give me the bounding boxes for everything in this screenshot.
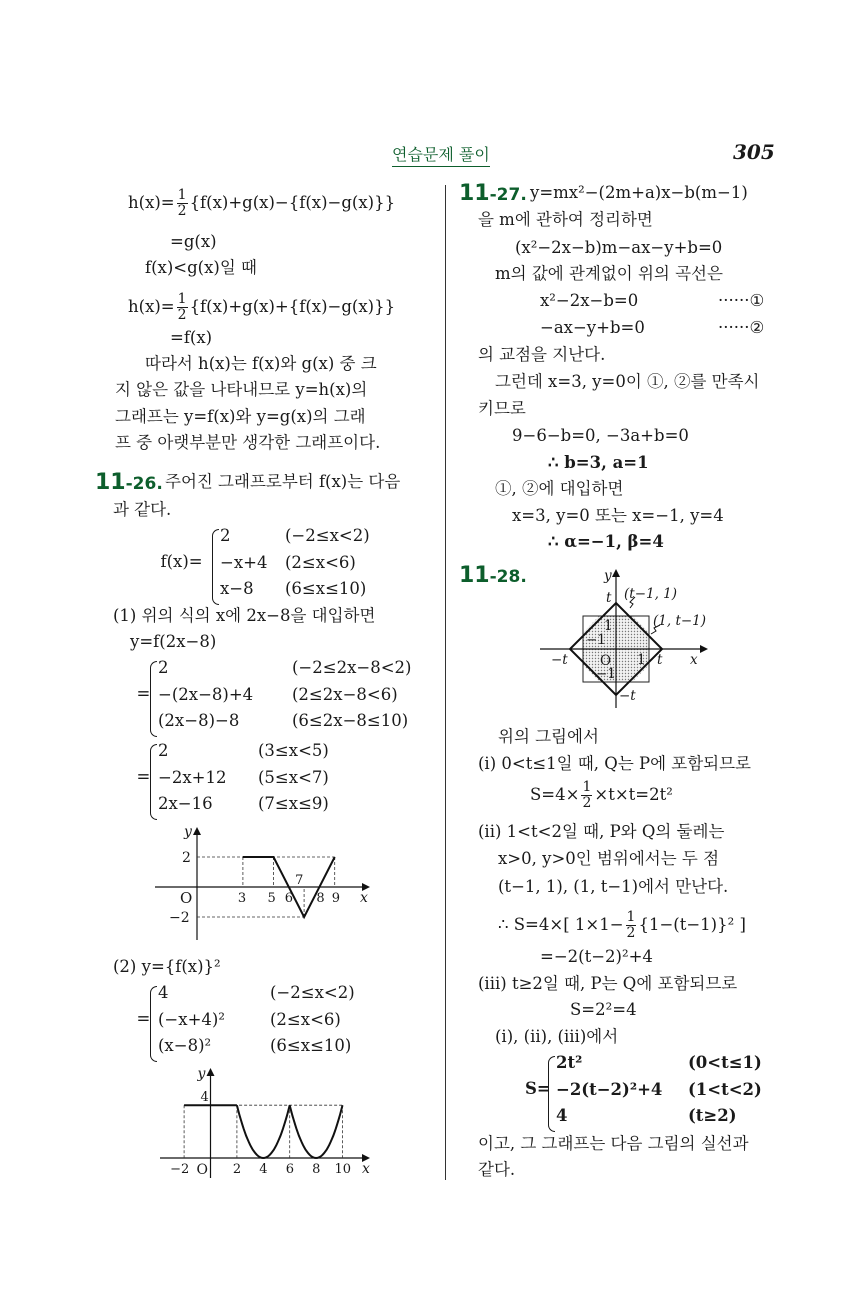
text-segment: ······① <box>718 291 765 310</box>
origin-label: O <box>196 1162 208 1178</box>
text-segment: h(x)= <box>128 193 175 212</box>
problem-chapter: 11 <box>459 563 490 588</box>
denominator: 2 <box>582 795 592 811</box>
case-expression: −2x+12 <box>158 767 227 787</box>
case-expression: 4 <box>158 983 169 1002</box>
graph-parabola <box>237 1105 290 1158</box>
y-axis-arrow <box>193 827 201 835</box>
case-expression: 2 <box>158 741 169 760</box>
text-segment: f(x)<g(x)일 때 <box>145 258 257 277</box>
numerator: 1 <box>626 909 636 925</box>
text-segment: {f(x)+g(x)−{f(x)−g(x)}} <box>189 193 396 212</box>
numerator: 1 <box>177 291 187 307</box>
problem-number: -27. <box>489 185 527 205</box>
case-condition: (−2≤x<2) <box>285 526 370 545</box>
text-segment: (i) 0<t≤1일 때, Q는 P에 포함되므로 <box>478 754 751 773</box>
x-axis-label: x <box>360 890 368 906</box>
text-segment: x>0, y>0인 범위에서는 두 점 <box>498 849 720 868</box>
case-condition: (6≤2x−8≤10) <box>292 711 409 730</box>
case-condition: (2≤x<6) <box>270 1009 341 1029</box>
diagram-label-y: y <box>604 568 612 584</box>
y-tick-label: 4 <box>200 1090 209 1106</box>
text-segment: (i), (ii), (iii)에서 <box>495 1027 619 1046</box>
diagram-label-t-top: t <box>606 590 612 606</box>
numerator: 1 <box>582 779 592 795</box>
text-segment: 프 중 아랫부분만 생각한 그래프이다. <box>115 433 381 452</box>
denominator: 2 <box>177 203 187 219</box>
x-tick-label: 6 <box>285 1162 294 1177</box>
case-expression: x−8 <box>220 579 254 598</box>
problem-chapter: 11 <box>459 181 490 206</box>
region-diagram <box>540 568 708 708</box>
numerator: 1 <box>177 187 187 203</box>
case-expression: −2(t−2)²+4 <box>556 1079 663 1099</box>
text-segment: 그래프는 y=f(x)와 y=g(x)의 그래 <box>115 407 366 426</box>
text-segment: 의 교점을 지난다. <box>478 345 606 364</box>
graph-parabola <box>290 1105 343 1158</box>
case-condition: (3≤x<5) <box>258 741 329 760</box>
text-segment: 지 않은 값을 나타내므로 y=h(x)의 <box>115 380 368 399</box>
x-tick-label: 9 <box>331 891 340 906</box>
text-segment: (iii) t≥2일 때, P는 Q에 포함되므로 <box>478 974 738 993</box>
diagram-label-x: x <box>690 652 698 668</box>
x-tick-label: 5 <box>267 891 276 906</box>
text-segment: 9−6−b=0, −3a+b=0 <box>512 426 689 445</box>
x-tick-label: 8 <box>316 891 325 906</box>
text-segment: 같다. <box>478 1160 516 1179</box>
case-expression: 2x−16 <box>158 794 213 813</box>
y-axis-arrow <box>207 1068 215 1076</box>
text-segment: (t−1, 1), (1, t−1)에서 만난다. <box>498 877 729 896</box>
x-tick-label: 8 <box>312 1162 321 1177</box>
piecewise-prefix: = <box>136 684 151 703</box>
x-tick-label: 6 <box>284 891 294 906</box>
text-segment: 을 m에 관하여 정리하면 <box>478 210 653 229</box>
text-segment: =g(x) <box>170 232 217 251</box>
case-expression: 2 <box>220 526 231 545</box>
text-segment: ∴ S=4×[ 1×1− <box>498 915 624 934</box>
text-segment: 과 같다. <box>113 500 172 519</box>
text-segment: ∴ b=3, a=1 <box>548 453 649 472</box>
case-condition: (6≤x≤10) <box>285 579 367 598</box>
text-segment: 따라서 h(x)는 f(x)와 g(x) 중 크 <box>145 354 377 373</box>
text-segment: ∴ α=−1, β=4 <box>548 532 664 551</box>
case-condition: (2≤x<6) <box>285 552 356 572</box>
problem-text: 주어진 그래프로부터 f(x)는 다음 <box>165 472 401 491</box>
text-segment: (2) y={f(x)}² <box>113 957 221 976</box>
text-segment: ······② <box>718 318 765 337</box>
diagram-label-neg-one-bottom: −1 <box>596 666 616 682</box>
diagram-label-neg-t-bottom: −t <box>619 688 636 704</box>
case-condition: (0<t≤1) <box>688 1053 762 1072</box>
denominator: 2 <box>177 307 187 323</box>
diagram-label-point-a: (t−1, 1) <box>624 586 678 602</box>
case-condition: (−2≤2x−8<2) <box>292 658 412 677</box>
x-tick-label: 10 <box>334 1162 352 1177</box>
diagram-label-neg-t-left: −t <box>551 652 568 668</box>
problem-number: -28. <box>489 567 527 587</box>
x-tick-label: 4 <box>259 1162 268 1177</box>
case-expression: −x+4 <box>220 552 268 572</box>
diagram-label-t-right: t <box>657 652 663 668</box>
case-condition: (2≤2x−8<6) <box>292 684 398 704</box>
case-condition: (7≤x≤9) <box>258 794 329 813</box>
x-tick-label: 7 <box>295 873 304 888</box>
problem-number: -26. <box>125 474 163 494</box>
text-segment: S=2²=4 <box>570 1000 637 1019</box>
y-axis-label: y <box>184 824 192 840</box>
case-expression: 2 <box>158 658 169 677</box>
piecewise-prefix: = <box>136 1009 151 1028</box>
y-axis-label: y <box>197 1066 206 1082</box>
x-axis-label: x <box>362 1161 370 1177</box>
case-condition: (5≤x<7) <box>258 767 329 787</box>
text-segment: (x²−2x−b)m−ax−y+b=0 <box>515 238 723 257</box>
x-tick-label: −2 <box>170 1162 190 1177</box>
text-segment: 그런데 x=3, y=0이 ①, ②를 만족시 <box>495 372 760 391</box>
case-expression: −(2x−8)+4 <box>158 684 254 704</box>
diagram-label-one-top: 1 <box>604 618 613 634</box>
piecewise-prefix: f(x)= <box>160 552 203 571</box>
page-number: 305 <box>733 140 775 164</box>
diagram-label-origin: O <box>600 653 612 669</box>
x-axis-arrow <box>700 645 708 653</box>
case-condition: (6≤x≤10) <box>270 1036 352 1055</box>
case-condition: (−2≤x<2) <box>270 983 355 1002</box>
page-title: 연습문제 풀이 <box>392 142 490 167</box>
text-segment: m의 값에 관계없이 위의 곡선은 <box>495 264 723 283</box>
text-segment: {f(x)+g(x)+{f(x)−g(x)}} <box>189 297 396 316</box>
diagram-label-one-right: 1 <box>637 652 646 668</box>
text-segment: x=3, y=0 또는 x=−1, y=4 <box>512 506 724 525</box>
origin-label: O <box>180 889 193 907</box>
y-tick-label: 2 <box>182 850 191 866</box>
case-expression: (−x+4)² <box>158 1009 225 1029</box>
case-condition: (1<t<2) <box>688 1079 762 1099</box>
case-expression: (x−8)² <box>158 1036 212 1055</box>
y-tick-label: −2 <box>169 910 190 926</box>
case-expression: 2t² <box>556 1053 583 1072</box>
text-segment: y=mx²−(2m+a)x−b(m−1) <box>530 183 748 202</box>
problem-chapter: 11 <box>95 470 126 495</box>
case-expression: (2x−8)−8 <box>158 711 240 730</box>
text-segment: S=4× <box>530 785 580 804</box>
x-tick-label: 3 <box>237 891 247 906</box>
text-segment: 키므로 <box>478 399 526 418</box>
text-segment: (ii) 1<t<2일 때, P와 Q의 둘레는 <box>478 822 725 841</box>
diagram-label-neg-one-left: −1 <box>586 632 606 648</box>
case-expression: 4 <box>556 1106 568 1125</box>
case-condition: (t≥2) <box>688 1106 737 1125</box>
x-tick-label: 2 <box>232 1162 242 1177</box>
text-segment: =−2(t−2)²+4 <box>540 947 653 966</box>
piecewise-prefix: = <box>136 767 151 786</box>
text-segment: −ax−y+b=0 <box>540 318 645 337</box>
text-segment: 이고, 그 그래프는 다음 그림의 실선과 <box>478 1134 749 1153</box>
text-segment: h(x)= <box>128 297 175 316</box>
text-segment: =f(x) <box>170 328 213 347</box>
text-segment: (1) 위의 식의 x에 2x−8을 대입하면 <box>113 606 376 625</box>
text-segment: ①, ②에 대입하면 <box>495 479 624 498</box>
text-segment: x²−2x−b=0 <box>540 291 639 310</box>
text-segment: y=f(2x−8) <box>130 632 217 651</box>
text-segment: {1−(t−1)}² ] <box>638 915 746 934</box>
diagram-label-point-b: (1, t−1) <box>653 613 707 629</box>
piecewise-prefix: S= <box>525 1079 551 1098</box>
text-segment: ×t×t=2t² <box>594 785 673 804</box>
denominator: 2 <box>626 925 636 941</box>
y-axis-arrow <box>612 569 620 577</box>
text-segment: 위의 그림에서 <box>498 727 599 746</box>
